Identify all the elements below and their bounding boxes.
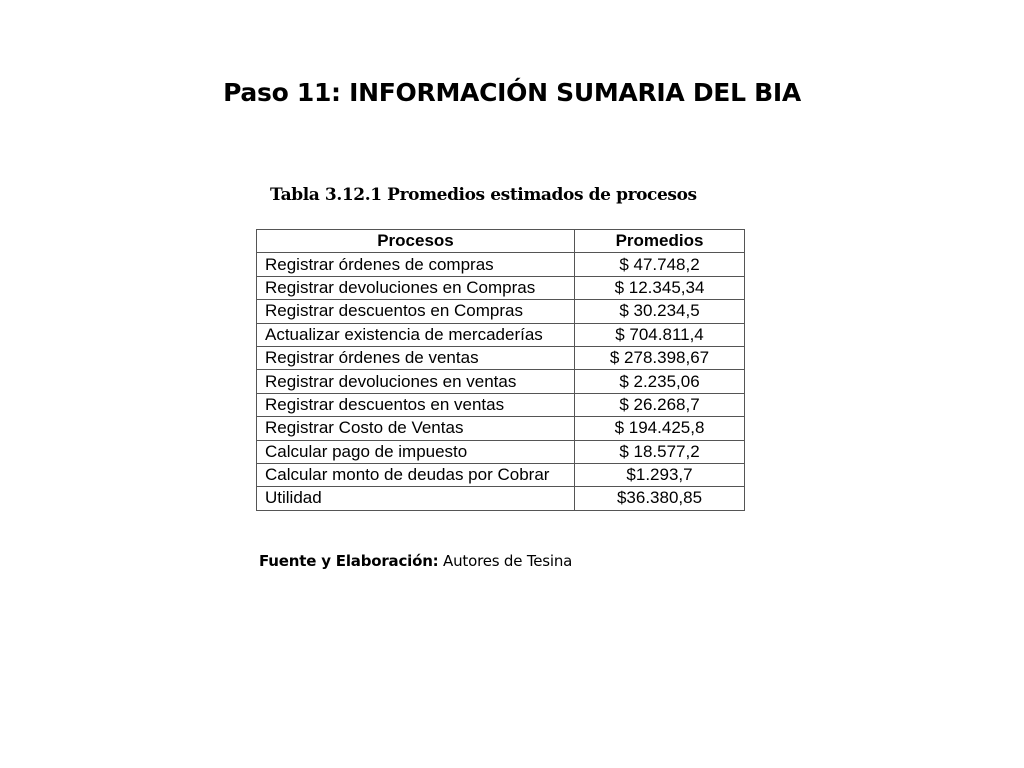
- table-caption: Tabla 3.12.1 Promedios estimados de procesos: [270, 185, 697, 205]
- process-average: $ 704.811,4: [575, 323, 745, 346]
- process-average: $ 26.268,7: [575, 393, 745, 416]
- table-header-row: [257, 230, 745, 253]
- table-row: [257, 323, 745, 346]
- source-text: Autores de Tesina: [438, 552, 573, 570]
- process-average: $36.380,85: [575, 487, 745, 510]
- process-averages-table: [256, 229, 745, 511]
- table-row: [257, 440, 745, 463]
- table-row: [257, 370, 745, 393]
- process-name: Calcular pago de impuesto: [257, 440, 575, 463]
- process-name: Registrar órdenes de compras: [257, 253, 575, 276]
- process-name: Registrar devoluciones en ventas: [257, 370, 575, 393]
- table-row: [257, 487, 745, 510]
- process-average: $1.293,7: [575, 463, 745, 486]
- table-row: [257, 393, 745, 416]
- page-title: Paso 11: INFORMACIÓN SUMARIA DEL BIA: [223, 78, 801, 107]
- process-average: $ 30.234,5: [575, 300, 745, 323]
- process-name: Utilidad: [257, 487, 575, 510]
- process-name: Registrar órdenes de ventas: [257, 346, 575, 369]
- process-average: $ 2.235,06: [575, 370, 745, 393]
- process-name: Calcular monto de deudas por Cobrar: [257, 463, 575, 486]
- source-note: [259, 552, 572, 570]
- process-name: Registrar descuentos en Compras: [257, 300, 575, 323]
- process-name: Registrar Costo de Ventas: [257, 417, 575, 440]
- header-procesos: Procesos: [257, 230, 575, 253]
- table-row: [257, 276, 745, 299]
- table-row: [257, 417, 745, 440]
- process-average: $ 278.398,67: [575, 346, 745, 369]
- process-name: Registrar devoluciones en Compras: [257, 276, 575, 299]
- table-row: [257, 463, 745, 486]
- process-name: Actualizar existencia de mercaderías: [257, 323, 575, 346]
- process-average: $ 18.577,2: [575, 440, 745, 463]
- header-promedios: Promedios: [575, 230, 745, 253]
- table-row: [257, 300, 745, 323]
- process-average: $ 47.748,2: [575, 253, 745, 276]
- source-label: Fuente y Elaboración:: [259, 552, 439, 570]
- process-name: Registrar descuentos en ventas: [257, 393, 575, 416]
- table-row: [257, 253, 745, 276]
- process-average: $ 194.425,8: [575, 417, 745, 440]
- table-row: [257, 346, 745, 369]
- process-average: $ 12.345,34: [575, 276, 745, 299]
